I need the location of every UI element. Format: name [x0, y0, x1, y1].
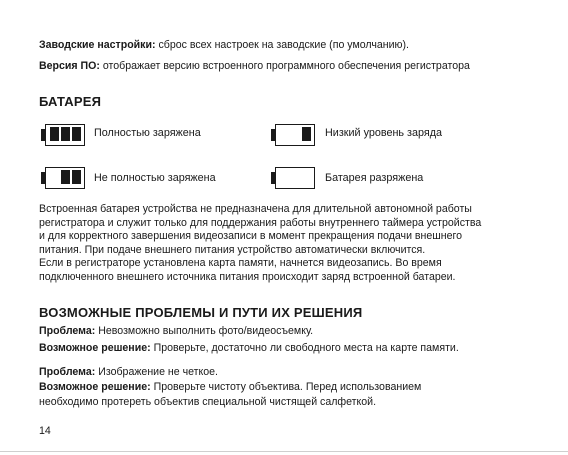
problem-text: Изображение не четкое. — [95, 366, 218, 378]
battery-description-line: Если в регистраторе установлена карта памяти, начнется видеозапись. Во время — [39, 257, 442, 270]
battery-heading: БАТАРЕЯ — [39, 94, 102, 109]
battery-full-label: Полностью заряжена — [94, 127, 201, 139]
battery-description-line: подключенного внешнего источника питания происходит заряд встроенной батареи. — [39, 270, 456, 283]
firmware-version-line — [39, 59, 470, 73]
problem-text: Невозможно выполнить фото/видеосъемку. — [95, 325, 314, 337]
battery-description-line: питания. При подаче внешнего питания устройство автоматически включится. — [39, 243, 426, 256]
battery-low-label: Низкий уровень заряда — [325, 127, 443, 139]
solution-label: Возможное решение: — [39, 342, 151, 354]
solution-label: Возможное решение: — [39, 381, 151, 393]
factory-settings-label: Заводские настройки: — [39, 39, 156, 51]
problems-heading: ВОЗМОЖНЫЕ ПРОБЛЕМЫ И ПУТИ ИХ РЕШЕНИЯ — [39, 305, 363, 320]
firmware-version-label: Версия ПО: — [39, 60, 100, 72]
battery-low-icon — [271, 124, 315, 146]
battery-partial-label: Не полностью заряжена — [94, 172, 216, 184]
solution-1-line — [39, 341, 459, 355]
solution-2-line — [39, 380, 421, 394]
solution-text: Проверьте чистоту объектива. Перед использованием — [150, 381, 422, 393]
battery-empty-icon — [271, 167, 315, 189]
problem-label: Проблема: — [39, 366, 96, 378]
factory-settings-line — [39, 38, 409, 52]
page-number: 14 — [39, 425, 51, 437]
battery-description — [39, 203, 549, 285]
battery-description-line: и для корректного завершения видеозаписи в момент прекращения подачи внешнего — [39, 230, 463, 243]
bottom-divider — [0, 451, 568, 452]
problem-label: Проблема: — [39, 325, 96, 337]
firmware-version-text: отображает версию встроенного программного обеспечения регистратора — [99, 60, 470, 72]
battery-full-icon — [41, 124, 85, 146]
problem-1-line — [39, 324, 313, 338]
factory-settings-text: сброс всех настроек на заводские (по умолчанию). — [155, 39, 409, 51]
battery-partial-icon — [41, 167, 85, 189]
solution-text: Проверьте, достаточно ли свободного места на карте памяти. — [150, 342, 459, 354]
battery-empty-label: Батарея разряжена — [325, 172, 424, 184]
battery-description-line: регистратора и служит только для поддержания работы внутреннего таймера устройства — [39, 216, 482, 229]
solution-2-line-continued: необходимо протереть объектив специальной чистящей салфеткой. — [39, 396, 377, 408]
battery-description-line: Встроенная батарея устройства не предназначена для длительной автономной работы — [39, 203, 472, 215]
problem-2-line — [39, 365, 218, 379]
